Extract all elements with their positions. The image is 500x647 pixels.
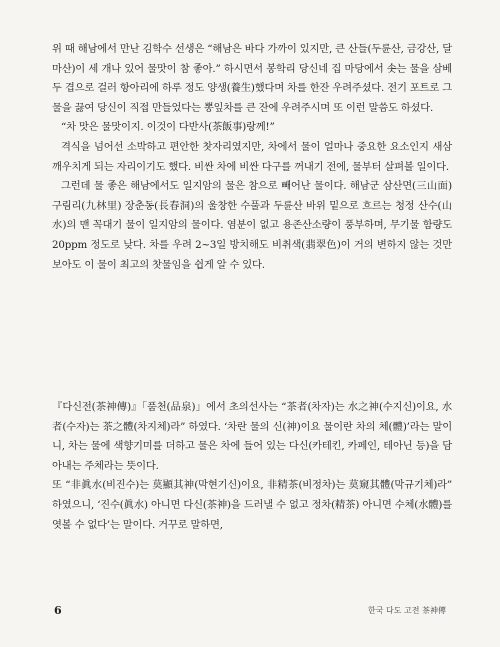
paragraph: 또 “非眞水(비진수)는 莫顯其神(막현기신)이요, 非精茶(비정차)는 莫窺其體(막규기체)라” 하였으니, ‘진수(眞水) 아니면 다신(茶神)을 드러낼 수 없고 정차(精茶) 아니면 수체(水體)를 엿볼 수 없다’는 말이다. 거꾸로 말하면, [52, 479, 452, 531]
paragraph-quote: “차 맛은 물맛이지. 이것이 다반사(茶飯事)랑께!” [61, 121, 275, 134]
body-text-top [52, 40, 452, 275]
paragraph: 그런데 물 좋은 해남에서도 일지암의 물은 참으로 빼어난 물이다. 해남군 삼산면(三山面) 구림리(九林里) 장춘동(長春洞)의 울창한 수풀과 두륜산 바위 밑으로 흐르는 청정 산수(山水)의 맨 꼭대기 물이 일지암의 물이다. 염분이 없고 용존산소량이 풍부하며, 무기물 함량도 20ppm 정도로 낮다. 차를 우려 2~3일 방치해도 비취색(翡翠色)이 거의 변하지 않는 것만 보아도 이 물이 최고의 찻물임을 쉽게 알 수 있다. [52, 180, 452, 271]
body-text-bottom [52, 398, 452, 535]
page-number: 6 [54, 604, 62, 617]
running-footer-title: 한국 다도 고전 茶神傳 [368, 606, 446, 615]
paragraph: 위 때 해남에서 만난 김학수 선생은 “해남은 바다 가까이 있지만, 큰 산들(두륜산, 금강산, 달마산)이 세 개나 있어 물맛이 참 좋아.” 하시면서 봉학리 당신네 집 마당에서 솟는 물을 삼베 두 겹으로 걸러 항아리에 하루 정도 양생(養生)했다며 차를 한잔 우려주셨다. 전기 포트로 그 물을 끓여 당신이 직접 만들었다는 뽕잎차를 큰 잔에 우려주시며 또 이런 말씀도 하셨다. [52, 43, 452, 114]
paragraph: 격식을 넘어선 소박하고 편안한 찻자리였지만, 차에서 물이 얼마나 중요한 요소인지 새삼 깨우치게 되는 자리이기도 했다. 비싼 차에 비싼 다구를 꺼내기 전에, 물부터 살펴볼 일이다. [52, 140, 452, 173]
paragraph: 『다신전(茶神傳)』「품천(品泉)」에서 초의선사는 “茶者(차자)는 水之神(수지신)이요, 水者(수자)는 茶之體(차지체)라” 하였다. ‘차란 물의 신(神)이요 물이란 차의 체(體)’라는 말이니, 차는 물에 색향기미를 더하고 물은 차에 들어 있는 다신(카테킨, 카페인, 테아닌 등)을 담아내는 주체라는 뜻이다. [52, 401, 452, 472]
